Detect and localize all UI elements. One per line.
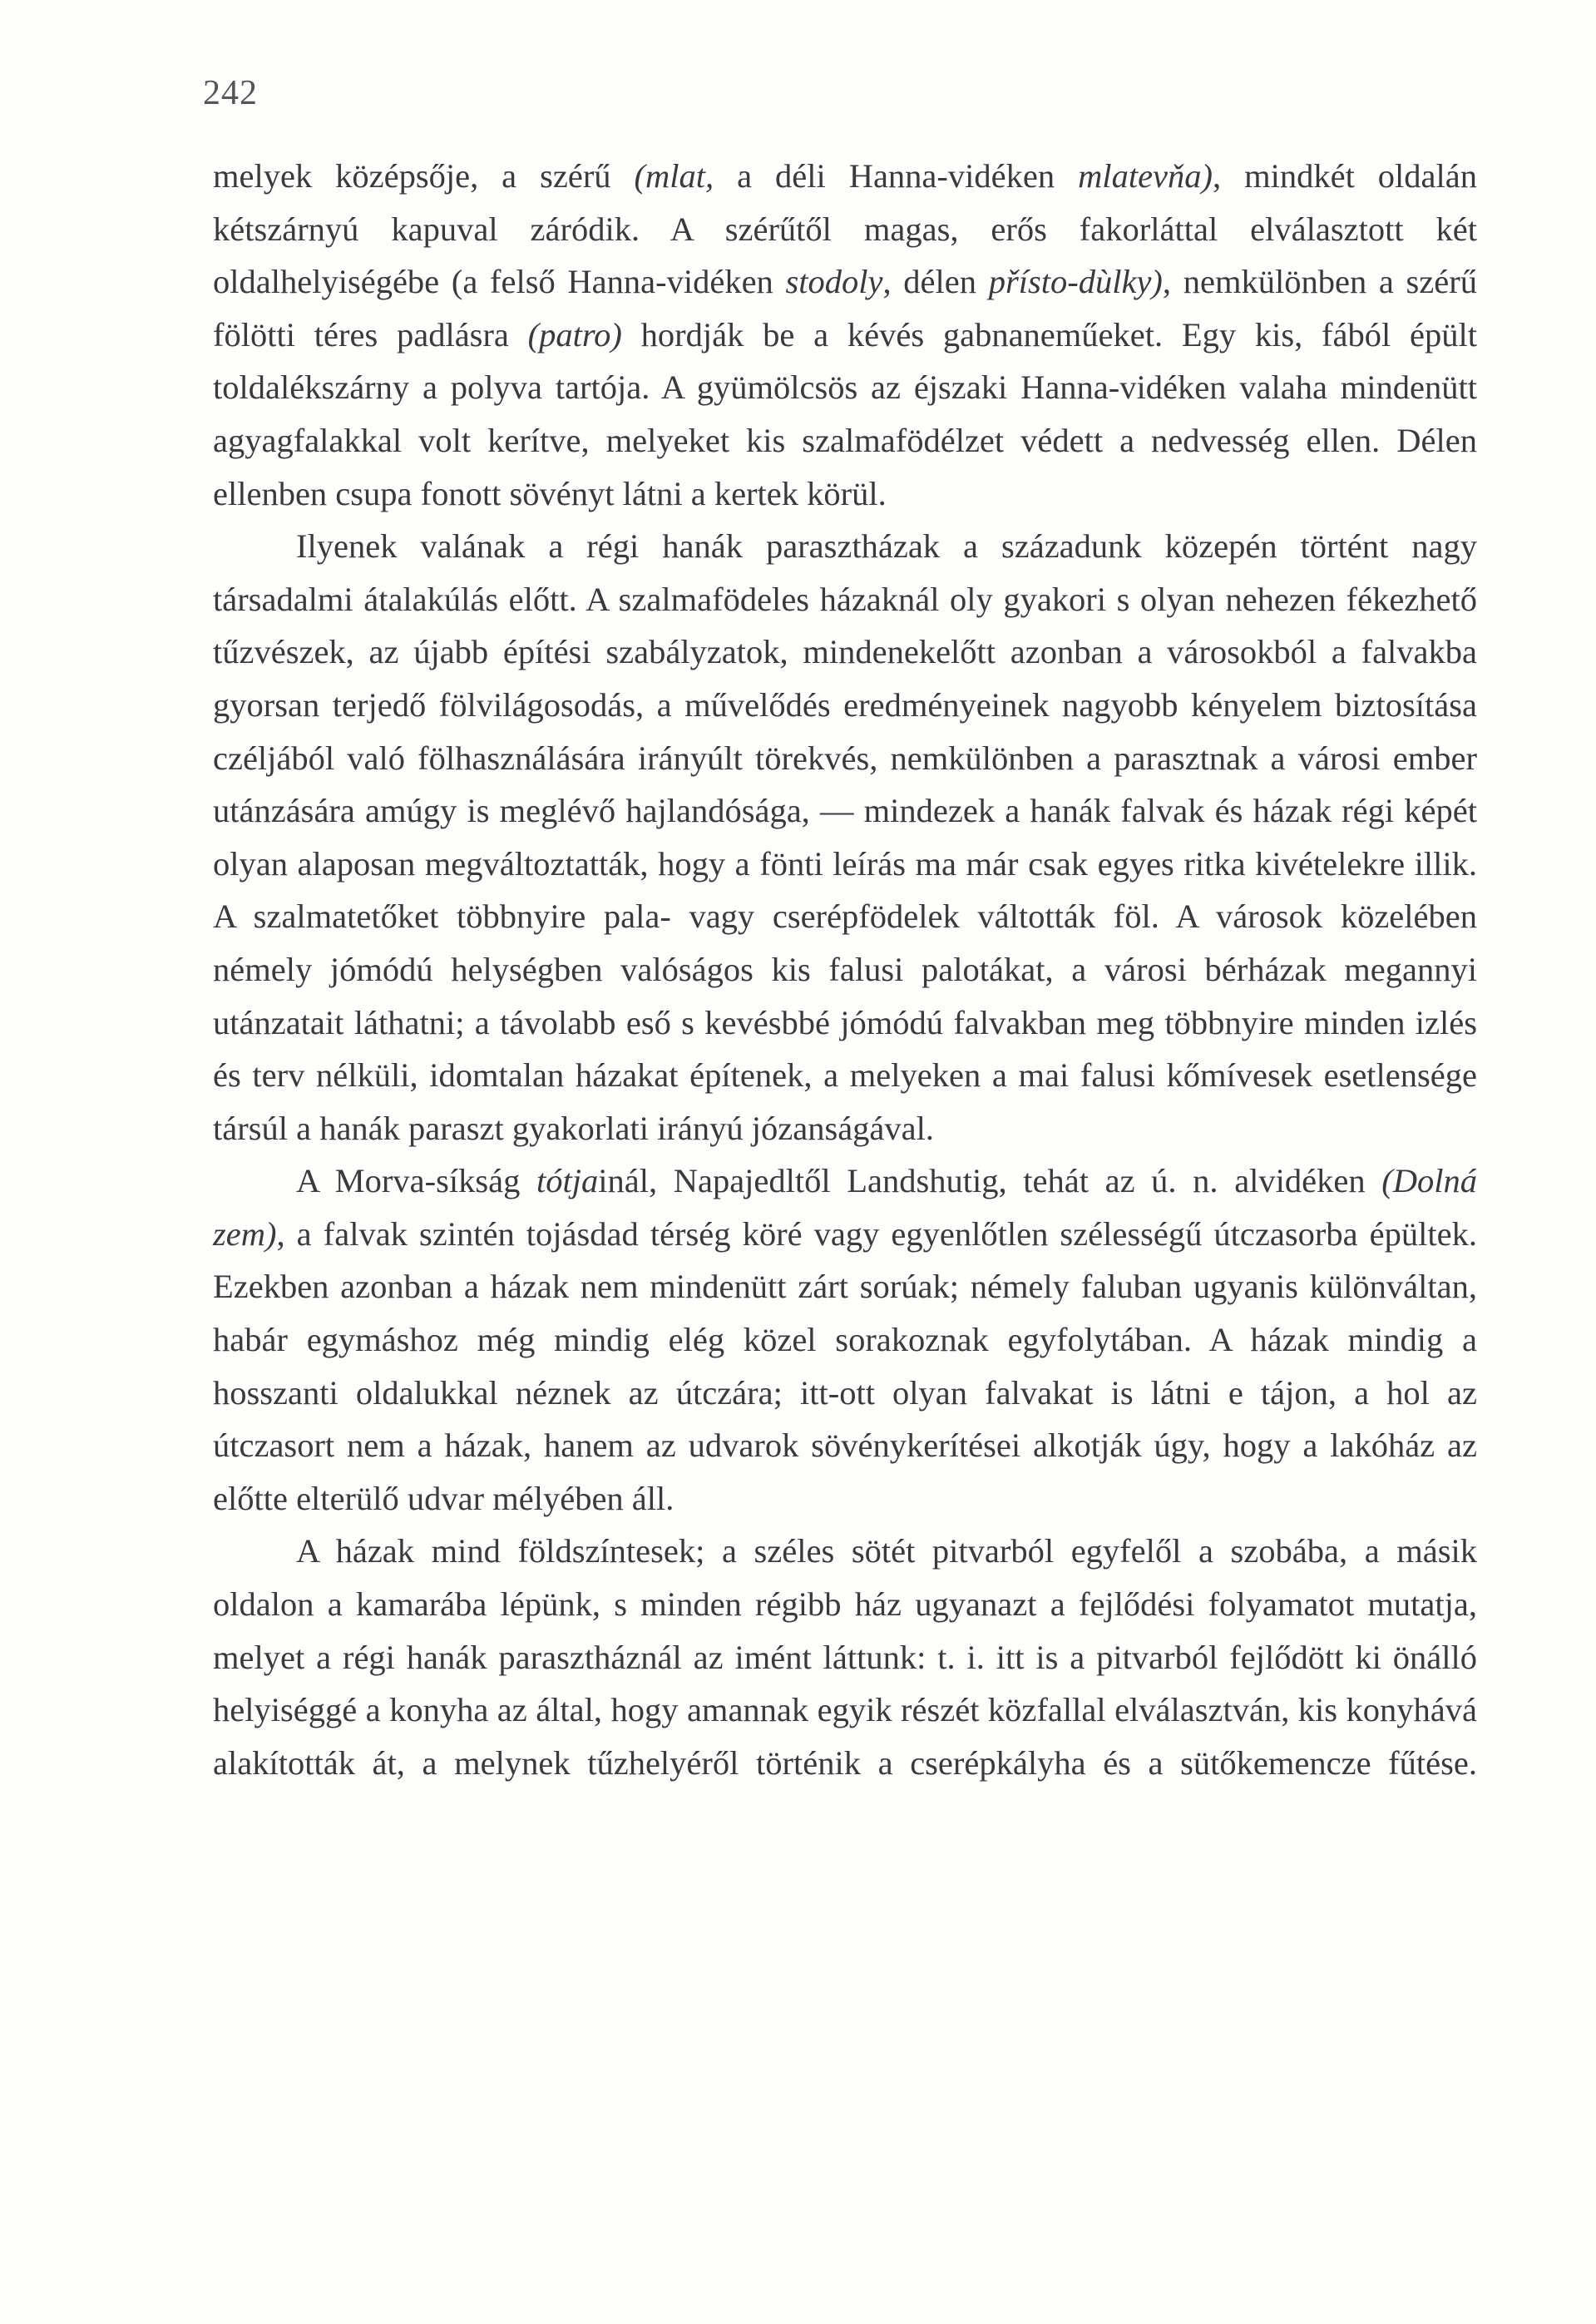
body-text [213, 150, 1477, 1789]
text-run: inál, Napajedltől Landshutig, tehát az ú. n. alvidéken [598, 1162, 1382, 1200]
text-run: A házak mind földszíntesek; a széles sötét pitvarból egyfelől a szobába, a másik oldalon a kamarába lépünk, s minden régibb ház ugyanazt a fejlődési folyamatot mutatja, melyet a régi hanák parasztháznál az imént láttunk: t. i. itt is a pitvarból fejlődött ki önálló helyiséggé a konyha az által, hogy amannak egyik részét közfallal elválasztván, kis konyhává alakították át, a melynek tűzhelyéről történik a cserépkályha és a sütőkemencze fűtése. [213, 1532, 1477, 1782]
paragraph [213, 520, 1477, 1155]
paragraph [213, 1525, 1477, 1789]
italic-term: stodoly [785, 263, 883, 301]
paragraph [213, 150, 1477, 520]
page-number: 242 [203, 74, 258, 112]
text-run: , nemkülönben a szérű fölötti téres padlásra [213, 263, 1477, 354]
italic-term: přísto-dùlky) [988, 263, 1163, 301]
text-run: A Morva-síkság [296, 1162, 536, 1200]
italic-term: (mlat, [634, 157, 714, 195]
paragraph [213, 1155, 1477, 1525]
italic-term: (patro) [527, 315, 622, 354]
text-run: hordják be a kévés gabnaneműeket. Egy kis, fából épült toldalékszárny a polyva tartója. A gyümölcsös az éjszaki Hanna-vidéken valaha mindenütt agyagfalakkal volt kerítve, melyeket kis szalmafödélzet védett a nedvesség ellen. Délen ellenben csupa fonott sövényt látni a kertek körül. [213, 315, 1477, 512]
italic-term: mlatevňa) [1078, 157, 1213, 195]
text-run: Ilyenek valának a régi hanák parasztházak a századunk közepén történt nagy társadalmi átalakúlás előtt. A szalmafödeles házaknál oly gyakori s olyan nehezen fékezhető tűzvészek, az újabb építési szabályzatok, mindenekelőtt azonban a városokból a falvakba gyorsan terjedő fölvilágosodás, a művelődés eredményeinek nagyobb kényelem biztosítása czéljából való fölhasználására irányúlt törekvés, nemkülönben a parasztnak a városi ember utánzására amúgy is meglévő hajlandósága, — mindezek a hanák falvak és házak régi képét olyan alaposan megváltoztatták, hogy a fönti leírás ma már csak egyes ritka kivételekre illik. A szalmatetőket többnyire pala- vagy cserépfödelek váltották föl. A városok közelében némely jómódú helységben valóságos kis falusi palotákat, a városi bérházak megannyi utánzatait láthatni; a távolabb eső s kevésbbé jómódú falvakban meg többnyire minden izlés és terv nélküli, idomtalan házakat építenek, a melyeken a mai falusi kőmívesek esetlensége társúl a hanák paraszt gyakorlati irányú józanságával. [213, 527, 1477, 1147]
text-run: melyek középsője, a szérű [213, 157, 635, 195]
italic-term: (Dolná zem) [213, 1162, 1477, 1253]
text-run: , mindkét oldalán kétszárnyú kapuval záródik. A szérűtől magas, erős fakorláttal elválasztott két oldalhelyiségébe (a felső Hanna-vidéken [213, 157, 1477, 301]
italic-term: tótja [536, 1162, 599, 1200]
text-run: , délen [882, 263, 989, 301]
text-run: , a falvak szintén tojásdad térség köré vagy egyenlőtlen szélességű útczasorba épültek. Ezekben azonban a házak nem mindenütt zárt sorúak; némely faluban ugyanis különváltan, habár egymáshoz még mindig elég közel sorakoznak egyfolytában. A házak mindig a hosszanti oldalukkal néznek az útczára; itt-ott olyan falvakat is látni e tájon, a hol az útczasort nem a házak, hanem az udvarok sövénykerítései alkotják úgy, hogy a lakóház az előtte elterülő udvar mélyében áll. [213, 1214, 1477, 1517]
text-run: a déli Hanna-vidéken [714, 157, 1079, 195]
